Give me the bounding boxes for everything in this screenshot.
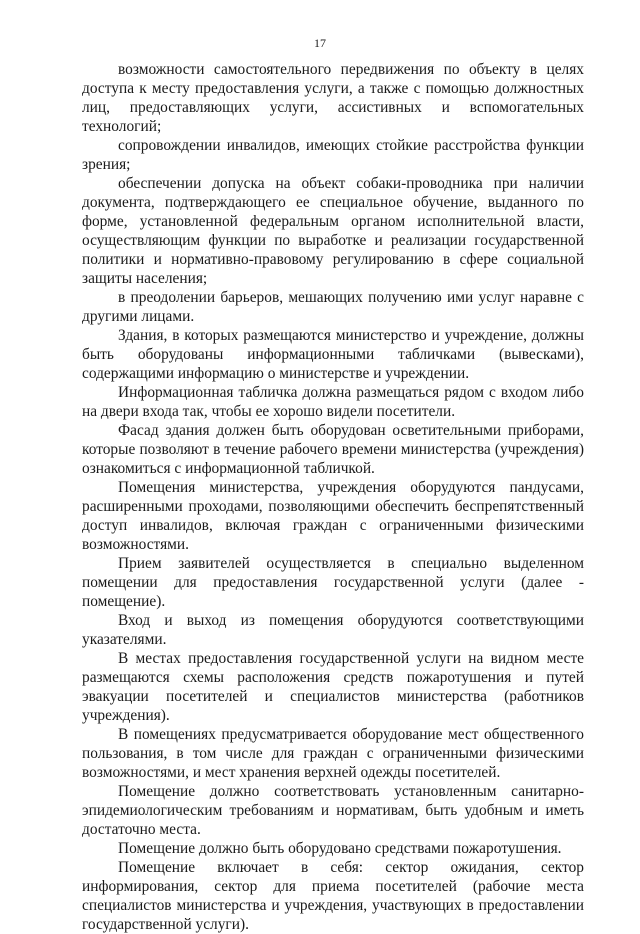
paragraph-evacuation-schemes: В местах предоставления государственной услуги на видном месте размещаются схемы расположения средств пожаротушения и путей эвакуации посетителей и специалистов министерства (работников учреждения).	[82, 650, 584, 724]
paragraph-reception-room: Прием заявителей осуществляется в специально выделенном помещении для предоставления государственной услуги (далее - помещение).	[82, 555, 584, 610]
paragraph-public-facilities: В помещениях предусматривается оборудование мест общественного пользования, в том числе для граждан с ограниченными физическими возможностями, и мест хранения верхней одежды посетителей.	[82, 726, 584, 781]
paragraph-ramps-passages: Помещения министерства, учреждения оборудуются пандусами, расширенными проходами, позволяющими обеспечить беспрепятственный доступ инвалидов, включая граждан с ограниченными физическими возможностями.	[82, 479, 584, 553]
paragraph-room-sectors: Помещение включает в себя: сектор ожидания, сектор информирования, сектор для приема посетителей (рабочие места специалистов министерства и учреждения, участвующих в предоставлении государственной услуги).	[82, 859, 584, 933]
paragraph-guide-dog-access: обеспечении допуска на объект собаки-проводника при наличии документа, подтверждающего ее специальное обучение, выданного по форме, установленной федеральным органом исполнительной власти, осуществляющим функции по выработке и реализации государственной политики и нормативно-правовому регулированию в сфере социальной защиты населения;	[82, 175, 584, 287]
document-body	[82, 60, 584, 934]
paragraph-accessibility-movement: возможности самостоятельного передвижения по объекту в целях доступа к месту предоставления услуги, а также с помощью должностных лиц, предоставляющих услуги, ассистивных и вспомогательных технологий;	[82, 61, 584, 135]
page-number: 17	[314, 36, 326, 50]
paragraph-entrance-exit-signs: Вход и выход из помещения оборудуются соответствующими указателями.	[82, 612, 584, 648]
paragraph-overcoming-barriers: в преодолении барьеров, мешающих получению ими услуг наравне с другими лицами.	[82, 289, 584, 325]
paragraph-sanitary-requirements: Помещение должно соответствовать установленным санитарно-эпидемиологическим требованиям и нормативам, быть удобным и иметь достаточно места.	[82, 783, 584, 838]
paragraph-facade-lighting: Фасад здания должен быть оборудован осветительными приборами, которые позволяют в течение рабочего времени министерства (учреждения) ознакомиться с информационной табличкой.	[82, 422, 584, 477]
paragraph-fire-equipment: Помещение должно быть оборудовано средствами пожаротушения.	[118, 840, 562, 857]
paragraph-sign-placement: Информационная табличка должна размещаться рядом с входом либо на двери входа так, чтобы ее хорошо видели посетители.	[82, 384, 584, 420]
paragraph-info-signs: Здания, в которых размещаются министерство и учреждение, должны быть оборудованы информационными табличками (вывесками), содержащими информацию о министерстве и учреждении.	[82, 327, 584, 382]
paragraph-escort-visually-impaired: сопровождении инвалидов, имеющих стойкие расстройства функции зрения;	[82, 137, 584, 173]
